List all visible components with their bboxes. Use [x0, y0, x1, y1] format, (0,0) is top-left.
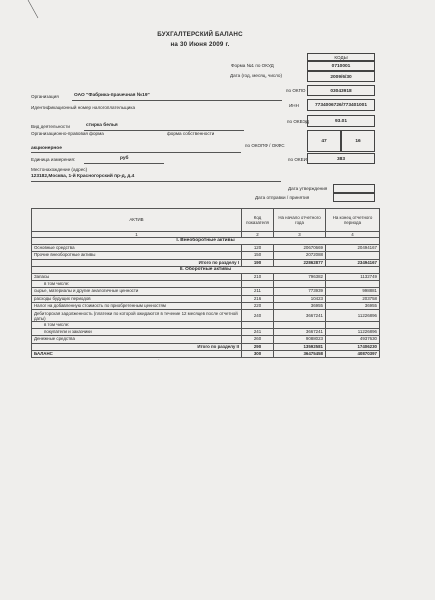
table-row [32, 336, 380, 343]
header-start: На начало отчетного года [274, 209, 326, 232]
row-end-value: 998881 [326, 288, 380, 295]
org-value: ОАО "Фабрика-прачечная №19" [74, 93, 150, 98]
row-code: 211 [242, 288, 274, 295]
row-label: расходы будущих периодов [32, 295, 242, 302]
row-end-value: 4937630 [326, 336, 380, 343]
row-label: в том числе: [32, 322, 242, 329]
header-end: На конец отчетного периода [326, 209, 380, 232]
row-start-value: 13592581 [274, 343, 326, 350]
row-code: 120 [242, 245, 274, 252]
date-code: 2009/6/30 [307, 71, 375, 82]
row-code: 260 [242, 336, 274, 343]
row-code: 220 [242, 302, 274, 309]
row-label: покупатели и заказчики [32, 329, 242, 336]
row-label: Итого по разделу I [32, 259, 242, 266]
row-start-value: 36955 [274, 302, 326, 309]
row-start-value: 3667241 [274, 329, 326, 336]
activity-value: стирка белья [86, 123, 118, 128]
row-code: 150 [242, 252, 274, 259]
okpo-code: 03043918 [307, 85, 375, 96]
table-row [32, 302, 380, 309]
document-subtitle: на 30 Июня 2009 г. [170, 41, 230, 48]
header-code: Код показателя [242, 209, 274, 232]
okpo-label: по ОКПО [286, 88, 306, 93]
okei-label: по ОКЕИ [288, 157, 307, 162]
row-label: Запасы [32, 274, 242, 281]
row-code: 190 [242, 259, 274, 266]
table-body [32, 238, 380, 358]
section-row [32, 238, 380, 245]
section-row [32, 266, 380, 273]
document-title: БУХГАЛТЕРСКИЙ БАЛАНС [157, 31, 243, 38]
row-start-value: 9088023 [274, 336, 326, 343]
row-start-value: 3667241 [274, 310, 326, 322]
table-row [32, 310, 380, 322]
address-value: 123182,Москва, 1-й Красногорский пр-д, д.4 [31, 174, 135, 179]
colnum-3: 3 [274, 232, 326, 238]
row-code: 290 [242, 343, 274, 350]
row-code: 240 [242, 310, 274, 322]
subtotal-row [32, 259, 380, 266]
row-label: БАЛАНС [32, 350, 242, 357]
okud-code: 0710001 [307, 61, 375, 71]
row-start-value [274, 281, 326, 288]
table-row [32, 252, 380, 259]
page-corner-mark [0, 0, 40, 30]
table-header-row [32, 209, 380, 232]
balance-table [31, 208, 380, 358]
row-label: Основные средства [32, 245, 242, 252]
unit-label: Единица измерения: [31, 157, 76, 162]
row-end-value: 40870397 [326, 350, 380, 357]
codes-header: КОДЫ [307, 53, 375, 61]
row-code: 300 [242, 350, 274, 357]
row-code: 210 [242, 274, 274, 281]
sent-date-box [333, 193, 375, 202]
row-label: Прочие внеоборотные активы [32, 252, 242, 259]
colnum-2: 2 [242, 232, 274, 238]
address-label: Местонахождение (адрес) [31, 167, 88, 172]
address-underline [31, 181, 281, 182]
okved-code: 93.01 [307, 115, 375, 127]
table-row [32, 288, 380, 295]
subtotal-row [32, 343, 380, 350]
row-start-value: 36475458 [274, 350, 326, 357]
colnum-1: 1 [32, 232, 242, 238]
row-label: Налог на добавленную стоимость по приобретенным ценностям [32, 302, 242, 309]
row-label: в том числе: [32, 281, 242, 288]
section-title: II. Оборотные активы [32, 266, 380, 273]
inn-label: Идентификационный номер налогоплательщика [31, 105, 136, 110]
legal-form-label: Организационно-правовая форма [31, 131, 104, 136]
inn-code-label: ИНН [289, 103, 299, 108]
row-code: 241 [242, 329, 274, 336]
table-row [32, 274, 380, 281]
activity-label: Вид деятельности [31, 124, 70, 129]
row-end-value: 203758 [326, 295, 380, 302]
colnum-4: 4 [326, 232, 380, 238]
table-row [32, 329, 380, 336]
okud-label: Форма №1 по ОКУД [231, 63, 274, 68]
row-start-value: 773939 [274, 288, 326, 295]
row-end-value: 11226896 [326, 329, 380, 336]
row-code [242, 281, 274, 288]
org-underline [72, 100, 282, 101]
table-row [32, 245, 380, 252]
row-end-value: 20494167 [326, 245, 380, 252]
date-label: Дата (год, месяц, число) [230, 73, 282, 78]
row-start-value: 22862877 [274, 259, 326, 266]
header-asset: АКТИВ [32, 209, 242, 232]
row-start-value: 2072088 [274, 252, 326, 259]
row-label: Итого по разделу II [32, 343, 242, 350]
row-start-value: 796382 [274, 274, 326, 281]
row-end-value: 23494167 [326, 259, 380, 266]
row-end-value: 1132749 [326, 274, 380, 281]
activity-underline [84, 130, 244, 131]
approved-date-box [333, 184, 375, 193]
okopf-label: по ОКОПФ / ОКФС [245, 143, 285, 148]
unit-underline [84, 163, 164, 164]
row-start-value: 10423 [274, 295, 326, 302]
section-title: I. Внеоборотные активы [32, 238, 380, 245]
table-row [32, 281, 380, 288]
unit-value: руб [120, 156, 129, 161]
row-label: Дебиторская задолженность (платежи по которой ожидаются в течение 12 месяцев после отчетной даты) [32, 310, 242, 322]
row-code: 216 [242, 295, 274, 302]
ownership-label: форма собственности [167, 131, 215, 136]
org-label: Организация [31, 94, 59, 99]
table-row [32, 322, 380, 329]
row-end-value [326, 252, 380, 259]
row-end-value [326, 322, 380, 329]
approved-label: Дата утверждения [288, 186, 328, 191]
row-end-value [326, 281, 380, 288]
okei-code: 383 [307, 153, 375, 164]
row-end-value: 17406230 [326, 343, 380, 350]
row-label: Денежные средства [32, 336, 242, 343]
balance-total-row [32, 350, 380, 357]
legal-form-value: акционерное [31, 146, 62, 151]
okfs-code: 16 [341, 130, 375, 152]
okved-label: по ОКВЭД [287, 119, 309, 124]
row-end-value: 11226896 [326, 310, 380, 322]
scan-speck: · [158, 357, 160, 363]
table-row [32, 295, 380, 302]
legal-form-underline [31, 152, 241, 153]
row-start-value [274, 322, 326, 329]
row-end-value: 36955 [326, 302, 380, 309]
okopf-code: 47 [307, 130, 341, 152]
row-start-value: 20670669 [274, 245, 326, 252]
inn-code: 7734006726/773401001 [307, 99, 375, 111]
row-code [242, 322, 274, 329]
sent-label: Дата отправки / принятия [255, 195, 310, 200]
row-label: сырье, материалы и другие аналогичные ценности [32, 288, 242, 295]
